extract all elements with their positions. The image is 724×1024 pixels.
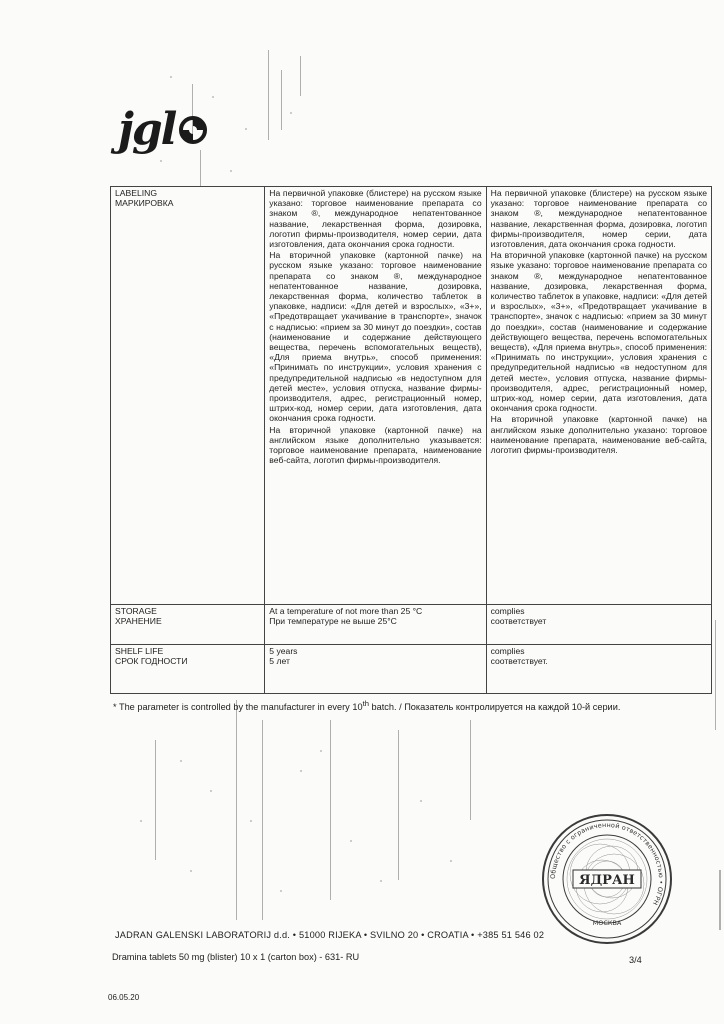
storage-result-en: complies: [490, 606, 525, 616]
storage-specification-cell: [265, 605, 486, 645]
footer-date: 06.05.20: [108, 993, 140, 1002]
storage-row: [111, 605, 712, 645]
labeling-parameter-cell: [111, 187, 265, 605]
storage-parameter-cell: [111, 605, 265, 645]
labeling-param-en: LABELING: [115, 188, 158, 198]
storage-result-cell: [486, 605, 711, 645]
labeling-result-primary: На первичной упаковке (блистере) на русском языке указано: торговое наименование препарата со знаком ®, международное непатентованное название, лекарственная форма, дозировка, логотип фирмы-производителя, номер серии, дата изготовления, дата окончания срока годности.: [490, 188, 707, 250]
labeling-spec-secondary-en: На вторичной упаковке (картонной пачке) на английском языке дополнительно указывается: торговое наименование препарата, наименование веб-сайта, логотип фирмы-производителя.: [269, 424, 482, 466]
company-seal-stamp: [540, 812, 674, 946]
stamp-center-text: ЯДРАН: [579, 873, 635, 888]
shelf-life-param-ru: СРОК ГОДНОСТИ: [115, 656, 188, 667]
company-logo: [118, 104, 208, 155]
shelf-life-spec-en: 5 years: [269, 646, 298, 656]
footer-address: JADRAN GALENSKI LABORATORIJ d.d. • 51000 RIJEKA • SVILNO 20 • CROATIA • +385 51 546 02: [115, 930, 545, 940]
labeling-result-secondary-en: На вторичной упаковке (картонной пачке) на английском языке дополнительно указано: торговое наименование препарата, наименование веб-сайта, логотип фирмы-производителя.: [490, 414, 707, 456]
footnote-lead: * The parameter is controlled by the manufacturer in every 10: [113, 702, 363, 713]
shelf-life-param-en: SHELF LIFE: [115, 646, 164, 656]
footer-product: Dramina tablets 50 mg (blister) 10 x 1 (carton box) - 631- RU: [112, 952, 360, 962]
shelf-life-row: [111, 645, 712, 694]
storage-result-ru: соответствует: [490, 616, 547, 627]
labeling-param-ru: МАРКИРОВКА: [115, 198, 174, 209]
shelf-life-specification-cell: [265, 645, 486, 694]
storage-param-ru: ХРАНЕНИЕ: [115, 616, 162, 627]
storage-spec-ru: При температуре не выше 25°С: [269, 616, 397, 627]
shelf-life-result-cell: [486, 645, 711, 694]
labeling-spec-primary: На первичной упаковке (блистере) на русском языке указано: торговое наименование препарата со знаком ®, международное непатентованное название, лекарственная форма, дозировка, логотип фирмы-производителя, номер серии, дата изготовления, дата окончания срока годности.: [269, 188, 482, 250]
stamp-ring-text: Общество с ограниченной ответственностью • ОГРН: [548, 820, 666, 907]
shelf-life-result-en: complies: [490, 646, 525, 656]
labeling-row: [111, 187, 712, 605]
storage-spec-en: At a temperature of not more than 25 °C: [269, 606, 423, 616]
shelf-life-result-ru: соответствует.: [490, 656, 548, 667]
logo-wordmark: jgl: [118, 104, 176, 155]
footnote: [113, 698, 633, 713]
svg-text:Общество с ограниченной ответс: [549, 821, 665, 907]
footnote-superscript: th: [362, 699, 369, 708]
specification-table: [110, 186, 712, 694]
labeling-result-secondary-ru: На вторичной упаковке (картонной пачке) на русском языке указано: торговое наименование препарата со знаком ®, международное непатентованное название, дозировка, лекарственная форма, количество таблеток в упаковке, надписи: «Для детей и взрослых», «3+», «Предотвращает укачивание в транспорте», значок с надписью: «прием за 30 минут до поездки», состав (наименование и содержание действующего вещества, перечень вспомогательных веществ), «Для приема внутрь», способ применения: «Принимать по инструкции», условия хранения с предупредительной надписью «в недоступном для детей месте», условия отпуска, название фирмы-производителя, адрес, регистрационный номер, штрих-код, номер серии, дата изготовления, дата окончания срока годности.: [490, 250, 707, 414]
storage-param-en: STORAGE: [115, 606, 157, 616]
footnote-trail: batch. / Показатель контролируется на каждой 10-й серии.: [368, 702, 621, 713]
logo-swirl-icon: [178, 115, 208, 145]
labeling-result-cell: [486, 187, 711, 605]
page-number: 3/4: [629, 955, 642, 965]
labeling-spec-secondary-ru: На вторичной упаковке (картонной пачке) на русском языке указано: торговое наименование препарата со знаком ®, международное непатентованное название, дозировка, лекарственная форма, количество таблеток в упаковке, надписи: «Для детей и взрослых», «3+», «Предотвращает укачивание в транспорте», значок с надписью: «прием за 30 минут до поездки», состав (наименование и содержание действующего вещества, перечень вспомогательных веществ), «Для приема внутрь», способ применения: «Принимать по инструкции», условия хранения с предупредительной надписью «в недоступном для детей месте», условия отпуска, название фирмы-производителя, адрес, регистрационный номер, штрих-код, номер серии, дата изготовления, дата окончания срока годности.: [269, 250, 482, 424]
labeling-specification-cell: [265, 187, 486, 605]
shelf-life-parameter-cell: [111, 645, 265, 694]
shelf-life-spec-ru: 5 лет: [269, 656, 290, 667]
stamp-bottom-text: МОСКВА: [592, 919, 622, 927]
